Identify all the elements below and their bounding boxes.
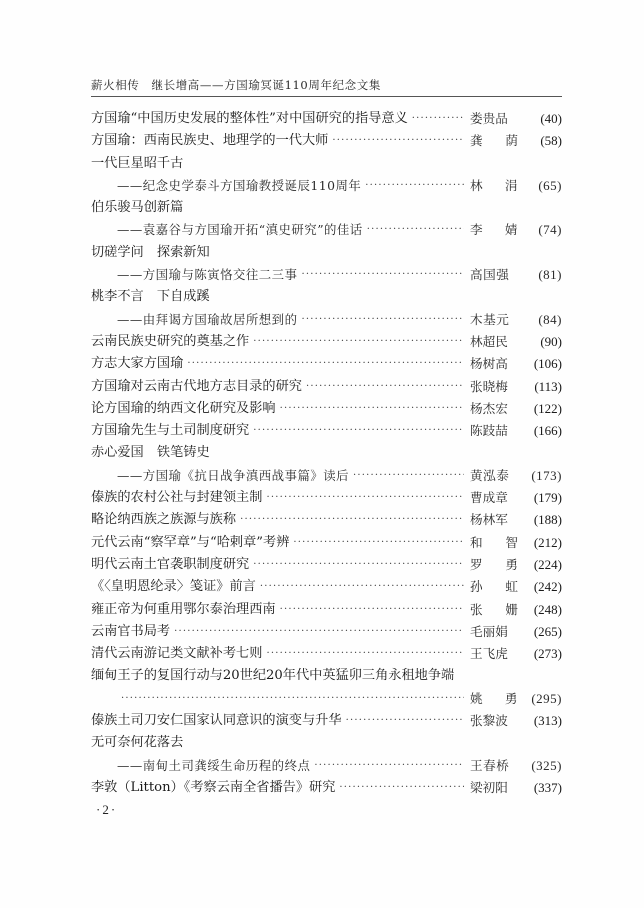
- running-header: 薪火相传 继长增高——方国瑜冥诞110周年纪念文集: [91, 78, 381, 92]
- toc-heading: [91, 442, 562, 464]
- toc-heading: [91, 286, 562, 308]
- toc-subtitle-entry[interactable]: [91, 219, 562, 241]
- toc-page-number: (40): [540, 111, 562, 126]
- toc-title: 元代云南“察罕章”与“哈剌章”考辨: [91, 534, 290, 550]
- toc-page-number: (81): [538, 267, 562, 283]
- author-name-part: 木基元: [470, 311, 510, 327]
- table-of-contents: [91, 108, 562, 799]
- toc-heading: [91, 732, 562, 754]
- toc-entry[interactable]: [91, 777, 562, 799]
- toc-heading: [91, 197, 562, 219]
- toc-entry[interactable]: [91, 599, 562, 621]
- toc-title: ——南甸土司龚绥生命历程的终点: [117, 757, 311, 773]
- toc-entry[interactable]: [91, 621, 562, 643]
- toc-author: [470, 353, 518, 375]
- author-name-part: 梁初阳: [470, 779, 508, 795]
- toc-author: [470, 643, 518, 665]
- toc-title: 论方国瑜的纳西文化研究及影响: [91, 400, 276, 416]
- toc-title: 方国瑜先生与土司制度研究: [91, 423, 250, 439]
- author-name-part: 智: [505, 534, 518, 550]
- toc-title: ——方国瑜《抗日战争滇西战事篇》读后: [117, 467, 350, 483]
- toc-page-number: (295): [531, 690, 562, 706]
- toc-subtitle-entry[interactable]: [91, 264, 562, 286]
- toc-title: 切磋学问 探索新知: [91, 244, 210, 260]
- dot-leader: [266, 643, 464, 665]
- toc-author: [470, 509, 518, 531]
- toc-page-number: (273): [533, 646, 562, 662]
- toc-page-number: (179): [533, 490, 562, 506]
- author-name-part: 王春桥: [470, 757, 510, 773]
- author-name-part: 张晓梅: [470, 378, 508, 394]
- author-name-part: 曹成章: [470, 490, 508, 506]
- dot-leader: [339, 777, 464, 799]
- toc-title: 方国瑜对云南古代地方志目录的研究: [91, 378, 302, 394]
- toc-title: 傣族土司刀安仁国家认同意识的演变与升华: [91, 713, 342, 729]
- page-number: ·2·: [96, 802, 118, 817]
- toc-entry[interactable]: [91, 643, 562, 665]
- toc-page-number: (122): [533, 400, 562, 416]
- toc-title: ——袁嘉谷与方国瑜开拓“滇史研究”的佳话: [117, 222, 363, 238]
- dot-leader: [253, 420, 464, 442]
- toc-entry[interactable]: [91, 576, 562, 598]
- toc-page-number: (84): [538, 311, 562, 327]
- toc-entry[interactable]: [91, 376, 562, 398]
- toc-subtitle-entry[interactable]: [91, 688, 562, 710]
- toc-subtitle-entry[interactable]: [91, 309, 562, 331]
- toc-author: [470, 264, 518, 286]
- toc-author: [470, 219, 518, 241]
- toc-page-number: (65): [538, 177, 562, 193]
- toc-title: 方国瑜：西南民族史、地理学的一代大师: [91, 133, 329, 149]
- toc-title: 略论纳西族之族源与族称: [91, 512, 237, 528]
- dot-leader: [346, 710, 464, 732]
- toc-page-number: (106): [533, 356, 562, 372]
- toc-page-number: (325): [531, 757, 562, 773]
- dot-leader: [121, 688, 464, 710]
- author-name-part: 姚: [470, 690, 484, 706]
- toc-subtitle-entry[interactable]: [91, 755, 562, 777]
- toc-page-number: (113): [534, 378, 562, 394]
- author-name-part: 婧: [504, 222, 518, 238]
- toc-subtitle-entry[interactable]: [91, 465, 562, 487]
- dot-leader: [306, 376, 464, 398]
- dot-leader: [253, 554, 464, 576]
- toc-entry[interactable]: [91, 108, 562, 130]
- dot-leader: [174, 621, 464, 643]
- toc-author: [470, 532, 518, 554]
- toc-author: [470, 487, 518, 509]
- dot-leader: [367, 219, 464, 241]
- header-rule: [91, 96, 562, 97]
- author-name-part: 涓: [504, 177, 518, 193]
- author-name-part: 林: [470, 177, 484, 193]
- toc-page-number: (224): [533, 556, 562, 572]
- toc-title: 无可奈何花落去: [91, 735, 184, 751]
- toc-entry[interactable]: [91, 554, 562, 576]
- toc-page-number: (90): [540, 333, 562, 349]
- toc-title: 云南民族史研究的奠基之作: [91, 333, 250, 349]
- toc-title: 傣族的农村公社与封建领主制: [91, 490, 263, 506]
- toc-title: 云南官书局考: [91, 623, 171, 639]
- toc-heading: [91, 153, 562, 175]
- toc-page-number: (242): [533, 579, 562, 595]
- toc-subtitle-entry[interactable]: [91, 175, 562, 197]
- dot-leader: [280, 398, 464, 420]
- dot-leader: [280, 599, 464, 621]
- author-name-part: 毛丽娟: [470, 623, 508, 639]
- dot-leader: [301, 309, 464, 331]
- toc-title: 清代云南游记类文献补考七则: [91, 646, 263, 662]
- toc-page-number: (188): [533, 512, 562, 528]
- toc-author: [470, 777, 518, 799]
- dot-leader: [266, 487, 464, 509]
- toc-page-number: (212): [533, 534, 562, 550]
- author-name-part: 王飞虎: [470, 646, 508, 662]
- toc-page-number: (166): [533, 423, 562, 439]
- toc-title: 桃李不言 下自成蹊: [91, 289, 210, 305]
- toc-title: 缅甸王子的复国行动与20世纪20年代中英猛卯三角永租地争端: [91, 668, 455, 684]
- toc-title: ——方国瑜与陈寅恪交往二三事: [117, 267, 298, 283]
- author-name-part: 李: [470, 222, 484, 238]
- toc-page-number: (173): [531, 467, 562, 483]
- toc-author: [470, 710, 518, 732]
- toc-heading: [91, 665, 562, 687]
- dot-leader: [412, 108, 464, 130]
- author-name-part: 林超民: [470, 333, 508, 349]
- toc-title: 《〈皇明恩纶录〉笺证》前言: [91, 579, 256, 595]
- author-name-part: 勇: [505, 556, 518, 572]
- toc-title: 伯乐骏马创新篇: [91, 200, 184, 216]
- toc-page-number: (58): [540, 133, 562, 149]
- toc-page-number: (265): [533, 623, 562, 639]
- author-name-part: 勇: [504, 690, 518, 706]
- toc-entry[interactable]: [91, 353, 562, 375]
- toc-title: 明代云南土官袭职制度研究: [91, 556, 250, 572]
- author-name-part: 荫: [505, 133, 518, 149]
- toc-heading: [91, 242, 562, 264]
- dot-leader: [314, 755, 464, 777]
- toc-author: [470, 108, 518, 130]
- dot-leader: [240, 509, 464, 531]
- dot-leader: [260, 576, 464, 598]
- toc-entry[interactable]: [91, 532, 562, 554]
- toc-page-number: (74): [538, 222, 562, 238]
- author-name-part: 黄泓泰: [470, 467, 510, 483]
- toc-page-number: (248): [533, 601, 562, 617]
- dot-leader: [301, 264, 464, 286]
- author-name-part: 杨林军: [470, 512, 508, 528]
- toc-author: [470, 554, 518, 576]
- dot-leader: [365, 175, 464, 197]
- toc-title: 方志大家方国瑜: [91, 356, 184, 372]
- toc-author: [470, 331, 518, 353]
- toc-author: [470, 175, 518, 197]
- author-name-part: 杨树高: [470, 356, 508, 372]
- toc-author: [470, 376, 518, 398]
- author-name-part: 张: [470, 601, 483, 617]
- author-name-part: 罗: [470, 556, 483, 572]
- dot-leader: [353, 465, 464, 487]
- toc-entry[interactable]: [91, 331, 562, 353]
- toc-title: ——由拜谒方国瑜故居所想到的: [117, 311, 298, 327]
- toc-entry[interactable]: [91, 509, 562, 531]
- toc-page-number: (337): [533, 779, 562, 795]
- toc-entry[interactable]: [91, 710, 562, 732]
- author-name-part: 孙: [470, 579, 483, 595]
- dot-leader: [332, 130, 464, 152]
- toc-author: [470, 576, 518, 598]
- author-name-part: 龚: [470, 133, 483, 149]
- toc-author: [470, 688, 518, 710]
- toc-author: [470, 398, 518, 420]
- author-name-part: 娄贵品: [470, 111, 508, 126]
- author-name-part: 陈跂喆: [470, 423, 508, 439]
- dot-leader: [253, 331, 464, 353]
- toc-title: ——纪念史学泰斗方国瑜教授诞辰110周年: [117, 177, 362, 193]
- dot-leader: [293, 532, 464, 554]
- author-name-part: 杨杰宏: [470, 400, 508, 416]
- toc-author: [470, 309, 518, 331]
- author-name-part: 张黎波: [470, 713, 508, 729]
- dot-leader: [187, 353, 464, 375]
- toc-entry[interactable]: [91, 420, 562, 442]
- toc-author: [470, 130, 518, 152]
- toc-author: [470, 599, 518, 621]
- toc-author: [470, 420, 518, 442]
- toc-entry[interactable]: [91, 487, 562, 509]
- toc-entry[interactable]: [91, 130, 562, 152]
- author-name-part: 姗: [505, 601, 518, 617]
- toc-author: [470, 465, 518, 487]
- author-name-part: 和: [470, 534, 483, 550]
- author-name-part: 高国强: [470, 267, 510, 283]
- toc-entry[interactable]: [91, 398, 562, 420]
- toc-author: [470, 621, 518, 643]
- toc-title: 方国瑜“中国历史发展的整体性”对中国研究的指导意义: [91, 111, 408, 126]
- toc-title: 李敦（Litton）《考察云南全省播告》研究: [91, 779, 336, 795]
- toc-page-number: (313): [533, 713, 562, 729]
- toc-title: 一代巨星昭千古: [91, 155, 184, 171]
- toc-title: 赤心爱国 铁笔铸史: [91, 445, 210, 461]
- toc-author: [470, 755, 518, 777]
- toc-title: 雍正帝为何重用鄂尔泰治理西南: [91, 601, 276, 617]
- author-name-part: 虹: [505, 579, 518, 595]
